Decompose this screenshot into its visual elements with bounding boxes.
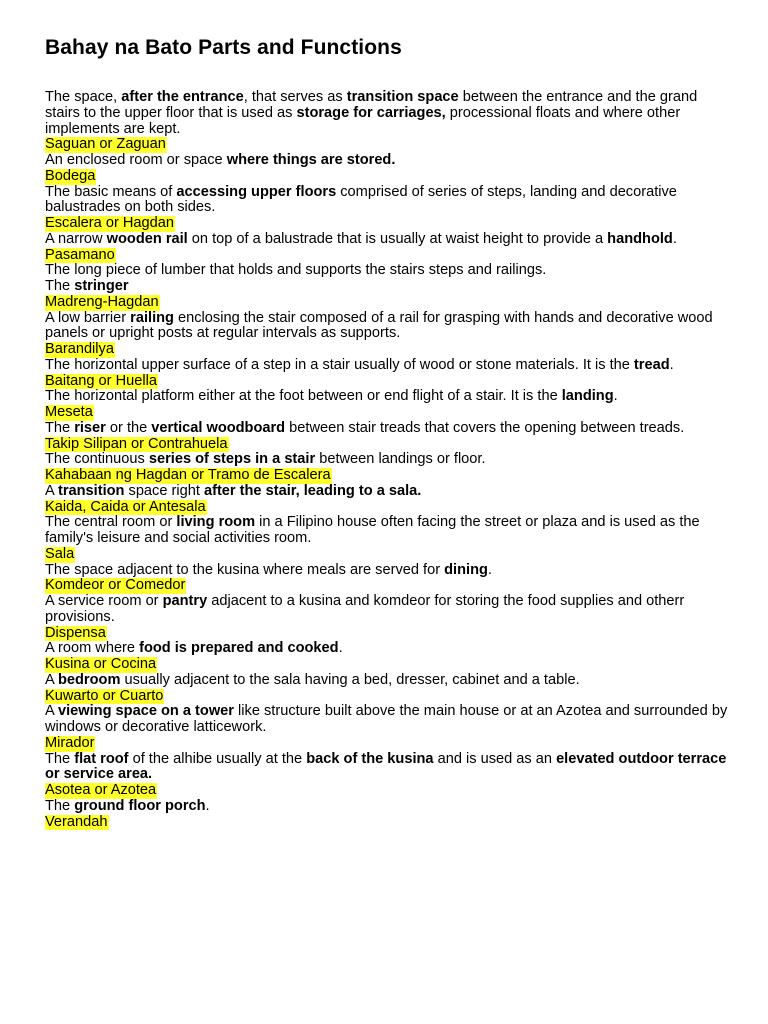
term-highlight: Mirador <box>45 734 95 751</box>
term-line <box>45 500 735 516</box>
term-highlight: Sala <box>45 545 75 562</box>
term-highlight: Barandilya <box>45 341 114 357</box>
definition-text: A room where food is prepared and cooked. <box>45 640 343 657</box>
glossary-list <box>45 90 735 830</box>
term-line <box>45 342 735 358</box>
term-highlight: Escalera or Hagdan <box>45 215 174 231</box>
term-line <box>45 468 735 484</box>
term-line <box>45 815 735 831</box>
definition-text: A narrow wooden rail on top of a balustrade that is usually at waist height to provide a handhold. <box>45 230 677 247</box>
term-highlight: Kuwarto or Cuarto <box>45 687 164 704</box>
term-line <box>45 405 735 421</box>
definition-text: A low barrier railing enclosing the stair composed of a rail for grasping with hands and decorative wood panels or upright posts at regular intervals as supports. <box>45 309 713 342</box>
term-highlight: Verandah <box>45 813 108 830</box>
definition-text: The flat roof of the alhibe usually at the back of the kusina and is used as an elevated outdoor terrace or service area. <box>45 750 727 783</box>
term-highlight: Madreng-Hagdan <box>45 293 159 310</box>
definition-text: The ground floor porch. <box>45 797 210 814</box>
definition-text: An enclosed room or space where things are stored. <box>45 152 396 168</box>
term-highlight: Takip Silipan or Contrahuela <box>45 435 228 452</box>
term-line <box>45 578 735 594</box>
term-line <box>45 783 735 799</box>
term-line <box>45 547 735 563</box>
definition-text: The central room or living room in a Filipino house often facing the street or plaza and is used as the family's leisure and social activities room. <box>45 514 700 546</box>
term-line <box>45 374 735 390</box>
definition-text: The riser or the vertical woodboard between stair treads that covers the opening between treads. <box>45 419 685 436</box>
definition-text: The basic means of accessing upper floors comprised of series of steps, landing and decorative balustrades on both sides. <box>45 183 677 216</box>
term-highlight: Meseta <box>45 404 93 420</box>
term-highlight: Bodega <box>45 167 96 184</box>
term-highlight: Saguan or Zaguan <box>45 136 166 153</box>
definition-text: The space adjacent to the kusina where meals are served for dining. <box>45 561 492 578</box>
term-line <box>45 657 735 673</box>
term-line <box>45 216 735 232</box>
definition-text: The horizontal upper surface of a step in a stair usually of wood or stone materials. It is the tread. <box>45 356 674 373</box>
definition-text: The horizontal platform either at the foot between or end flight of a stair. It is the landing. <box>45 388 618 405</box>
term-line <box>45 689 735 705</box>
term-highlight: Baitang or Huella <box>45 372 157 389</box>
definition-text: A service room or pantry adjacent to a kusina and komdeor for storing the food supplies and otherr provisions. <box>45 593 685 625</box>
definition-text: The continuous series of steps in a stair between landings or floor. <box>45 451 486 468</box>
definition-text: A bedroom usually adjacent to the sala having a bed, dresser, cabinet and a table. <box>45 671 580 688</box>
term-highlight: Asotea or Azotea <box>45 782 157 798</box>
definition-text: The space, after the entrance, that serves as transition space between the entrance and the grand stairs to the upper floor that is used as storage for carriages, processional floats and where other implements are kept. <box>45 89 698 137</box>
definition-text: A viewing space on a tower like structure built above the main house or at an Azotea and surrounded by windows or decorative latticework. <box>45 703 728 735</box>
document-title: Bahay na Bato Parts and Functions <box>45 36 402 59</box>
term-highlight: Komdeor or Comedor <box>45 577 186 594</box>
term-line <box>45 248 735 264</box>
definition-text: The long piece of lumber that holds and supports the stairs steps and railings. The stringer <box>45 262 547 294</box>
term-line <box>45 437 735 453</box>
term-highlight: Kusina or Cocina <box>45 656 157 672</box>
term-line <box>45 736 735 752</box>
definition-text: A transition space right after the stair, leading to a sala. <box>45 482 422 499</box>
term-highlight: Pasamano <box>45 246 115 263</box>
term-highlight: Kahabaan ng Hagdan or Tramo de Escalera <box>45 467 331 483</box>
term-line <box>45 626 735 642</box>
term-line <box>45 137 735 153</box>
term-line <box>45 295 735 311</box>
term-highlight: Kaida, Caida or Antesala <box>45 498 206 515</box>
term-highlight: Dispensa <box>45 624 106 641</box>
term-line <box>45 169 735 185</box>
